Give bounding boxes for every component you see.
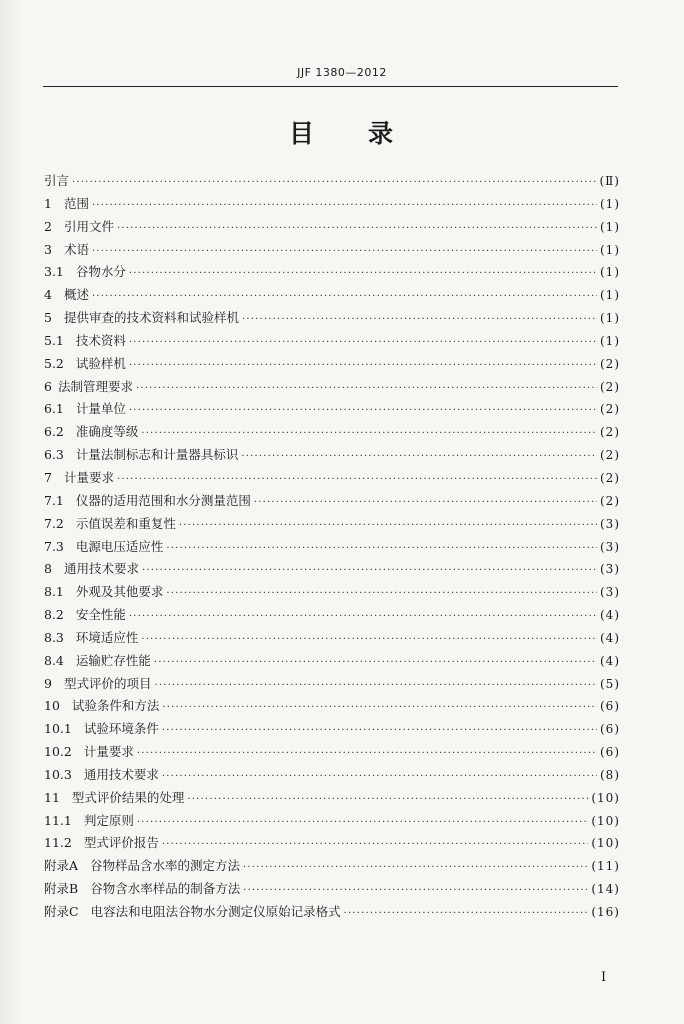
toc-leader-dots	[117, 218, 597, 241]
toc-entry-page: (5)	[600, 676, 620, 691]
toc-entry-page: (6)	[600, 699, 620, 714]
toc-entry-number: 附录C	[44, 904, 79, 919]
toc-leader-dots	[166, 583, 597, 606]
toc-entry-label: 准确度等级	[75, 424, 139, 440]
toc-entry-page: (1)	[600, 196, 620, 211]
toc-entry-label: 试验条件和方法	[71, 698, 160, 714]
toc-entry-page: (16)	[591, 905, 620, 919]
toc-entry-page: (4)	[600, 608, 620, 623]
toc-entry-number: 10	[44, 698, 60, 714]
toc-entry-label: 谷物水分	[75, 264, 126, 280]
toc-entry	[44, 878, 620, 901]
toc-leader-dots	[162, 834, 589, 857]
toc-entry-page: (2)	[600, 425, 620, 440]
toc-leader-dots	[243, 857, 588, 880]
toc-entry-number: 8.1	[44, 584, 64, 600]
toc-entry-number: 6.3	[44, 447, 64, 463]
toc-leader-dots	[154, 675, 597, 698]
toc-entry-label: 概述	[63, 287, 89, 303]
toc-entry-number: 6.2	[44, 424, 64, 440]
toc-entry	[44, 193, 620, 216]
toc-entry	[44, 376, 620, 399]
toc-entry-label: 外观及其他要求	[75, 584, 164, 600]
toc-entry	[44, 170, 620, 193]
toc-entry-number: 7.1	[44, 492, 64, 508]
toc-entry	[44, 307, 620, 330]
toc-entry-number: 6	[44, 378, 52, 394]
toc-entry-page: (2)	[600, 493, 620, 508]
toc-entry-number: 7.2	[44, 515, 64, 531]
toc-leader-dots	[243, 880, 588, 903]
toc-entry-page: (4)	[600, 653, 620, 668]
toc-entry-page: (10)	[591, 836, 620, 851]
toc-leader-dots	[162, 766, 597, 789]
page-title	[0, 114, 684, 150]
toc-entry	[44, 604, 620, 627]
toc-entry-number: 11.2	[44, 835, 72, 851]
toc-entry	[44, 558, 620, 581]
toc-entry-number: 7.3	[44, 538, 64, 554]
toc-entry	[44, 673, 620, 696]
toc-entry-label: 型式评价的项目	[63, 675, 152, 691]
toc-entry-page: (1)	[600, 333, 620, 348]
toc-entry-page: (1)	[600, 265, 620, 280]
toc-entry-label: 试验样机	[75, 355, 126, 371]
toc-entry-page: (2)	[600, 448, 620, 463]
toc-entry-label: 计量要求	[63, 469, 114, 485]
toc-leader-dots	[129, 355, 597, 378]
toc-entry-label: 安全性能	[75, 607, 126, 623]
toc-entry-number: 5.1	[44, 332, 64, 348]
toc-entry-number: 6.1	[44, 401, 64, 417]
toc-entry-page: (2)	[600, 470, 620, 485]
toc-entry-number: 5	[44, 310, 52, 326]
toc-leader-dots	[129, 400, 597, 423]
toc-entry-label: 通用技术要求	[83, 766, 159, 782]
toc-entry-label: 引言	[44, 173, 70, 188]
toc-entry	[44, 764, 620, 787]
toc-entry	[44, 787, 620, 810]
toc-entry-page: (6)	[600, 745, 620, 760]
toc-entry	[44, 239, 620, 262]
toc-entry-label: 法制管理要求	[57, 378, 133, 394]
toc-entry	[44, 421, 620, 444]
toc-entry	[44, 627, 620, 650]
toc-entry-page: (10)	[591, 790, 620, 805]
header-rule	[43, 86, 618, 87]
toc-entry-number: 5.2	[44, 355, 64, 371]
toc-entry-page: (Ⅱ)	[599, 174, 620, 188]
toc-entry-page: (3)	[600, 585, 620, 600]
toc-leader-dots	[154, 652, 597, 675]
toc-entry-number: 9	[44, 675, 52, 691]
toc-entry-number: 附录A	[44, 858, 79, 874]
toc-entry-page: (1)	[600, 219, 620, 234]
toc-entry-number: 10.2	[44, 744, 72, 760]
toc-entry-number: 4	[44, 287, 52, 303]
standard-code: JJF 1380—2012	[297, 66, 387, 79]
toc-entry	[44, 398, 620, 421]
toc-entry-page: (2)	[600, 379, 620, 394]
toc-entry-number: 3.1	[44, 264, 64, 280]
toc-leader-dots	[137, 812, 589, 835]
toc-entry-label: 型式评价报告	[83, 835, 159, 851]
toc-entry-label: 术语	[63, 241, 89, 257]
toc-entry-label: 计量要求	[83, 744, 134, 760]
toc-entry	[44, 718, 620, 741]
toc-entry	[44, 490, 620, 513]
toc-entry	[44, 832, 620, 855]
toc-entry-page: (1)	[600, 242, 620, 257]
toc-leader-dots	[92, 195, 597, 218]
toc-entry-label: 电源电压适应性	[75, 538, 164, 554]
toc-entry	[44, 284, 620, 307]
toc-entry-label: 提供审查的技术资料和试验样机	[63, 310, 239, 326]
toc-entry	[44, 695, 620, 718]
toc-leader-dots	[137, 743, 597, 766]
toc-entry	[44, 444, 620, 467]
toc-leader-dots	[129, 263, 597, 286]
toc-entry	[44, 216, 620, 239]
toc-leader-dots	[241, 446, 597, 469]
toc-leader-dots	[92, 286, 597, 309]
toc-entry	[44, 741, 620, 764]
scan-shadow	[0, 0, 22, 1024]
toc-leader-dots	[117, 469, 597, 492]
toc-entry-page: (4)	[600, 630, 620, 645]
toc-entry-number: 附录B	[44, 881, 79, 897]
toc-entry	[44, 536, 620, 559]
toc-entry-number: 8	[44, 561, 52, 577]
toc-entry	[44, 581, 620, 604]
toc-entry-label: 试验环境条件	[83, 721, 159, 737]
toc-leader-dots	[142, 560, 597, 583]
toc-leader-dots	[141, 423, 597, 446]
toc-entry-page: (10)	[591, 813, 620, 828]
toc-entry-label: 技术资料	[75, 332, 126, 348]
toc-entry-label: 型式评价结果的处理	[71, 789, 185, 805]
toc-entry-label: 仪器的适用范围和水分测量范围	[75, 492, 251, 508]
toc-leader-dots	[162, 697, 597, 720]
toc-entry-number: 10.1	[44, 721, 72, 737]
toc-entry-label: 范围	[63, 195, 89, 211]
toc-leader-dots	[92, 241, 597, 264]
toc-leader-dots	[129, 332, 597, 355]
toc-entry-number: 11	[44, 789, 60, 805]
toc-entry-number: 8.3	[44, 629, 64, 645]
toc-leader-dots	[136, 378, 597, 401]
toc-entry	[44, 330, 620, 353]
toc-entry	[44, 650, 620, 673]
toc-leader-dots	[242, 309, 597, 332]
toc-entry-page: (1)	[600, 288, 620, 303]
toc-leader-dots	[141, 629, 597, 652]
toc-entry-label: 示值误差和重复性	[75, 515, 176, 531]
page-number: Ⅰ	[601, 970, 607, 985]
toc-entry	[44, 901, 620, 924]
toc-entry-label: 判定原则	[83, 812, 134, 828]
toc-entry	[44, 855, 620, 878]
toc-entry-label: 计量单位	[75, 401, 126, 417]
toc-entry-label: 通用技术要求	[63, 561, 139, 577]
toc-entry-page: (1)	[600, 311, 620, 326]
toc-leader-dots	[129, 606, 597, 629]
toc-entry-label: 谷物含水率样品的制备方法	[90, 881, 241, 897]
toc-entry-label: 电容法和电阻法谷物水分测定仪原始记录格式	[90, 904, 341, 919]
toc-entry-number: 10.3	[44, 766, 72, 782]
toc-entry-label: 环境适应性	[75, 629, 139, 645]
toc-entry	[44, 513, 620, 536]
toc-entry-page: (8)	[600, 767, 620, 782]
toc-leader-dots	[344, 903, 589, 926]
toc-entry-label: 计量法制标志和计量器具标识	[75, 447, 239, 463]
toc-entry-page: (11)	[591, 859, 620, 874]
toc-entry-number: 11.1	[44, 812, 72, 828]
toc-entry-page: (2)	[600, 356, 620, 371]
toc-entry-label: 谷物样品含水率的测定方法	[90, 858, 241, 874]
toc-entry-page: (6)	[600, 722, 620, 737]
toc-entry-label: 运输贮存性能	[75, 652, 151, 668]
toc-entry-page: (3)	[600, 562, 620, 577]
toc-leader-dots	[166, 538, 597, 561]
toc-leader-dots	[162, 720, 597, 743]
toc-entry	[44, 810, 620, 833]
toc-entry-page: (14)	[591, 882, 620, 897]
toc-leader-dots	[179, 515, 597, 538]
toc-entry-number: 1	[44, 195, 52, 211]
title-char-2: 录	[368, 119, 396, 148]
toc-leader-dots	[187, 789, 588, 812]
toc-leader-dots	[72, 172, 596, 195]
toc-entry-page: (2)	[600, 402, 620, 417]
toc-entry-label: 引用文件	[63, 218, 114, 234]
table-of-contents	[44, 170, 620, 924]
toc-leader-dots	[254, 492, 597, 515]
toc-entry	[44, 467, 620, 490]
toc-entry-number: 7	[44, 469, 52, 485]
toc-entry-page: (3)	[600, 516, 620, 531]
toc-entry	[44, 353, 620, 376]
title-char-1: 目	[288, 119, 316, 148]
toc-entry-number: 2	[44, 218, 52, 234]
toc-entry-number: 8.4	[44, 652, 64, 668]
toc-entry-number: 8.2	[44, 607, 64, 623]
toc-entry-number: 3	[44, 241, 52, 257]
toc-entry	[44, 261, 620, 284]
toc-entry-page: (3)	[600, 539, 620, 554]
